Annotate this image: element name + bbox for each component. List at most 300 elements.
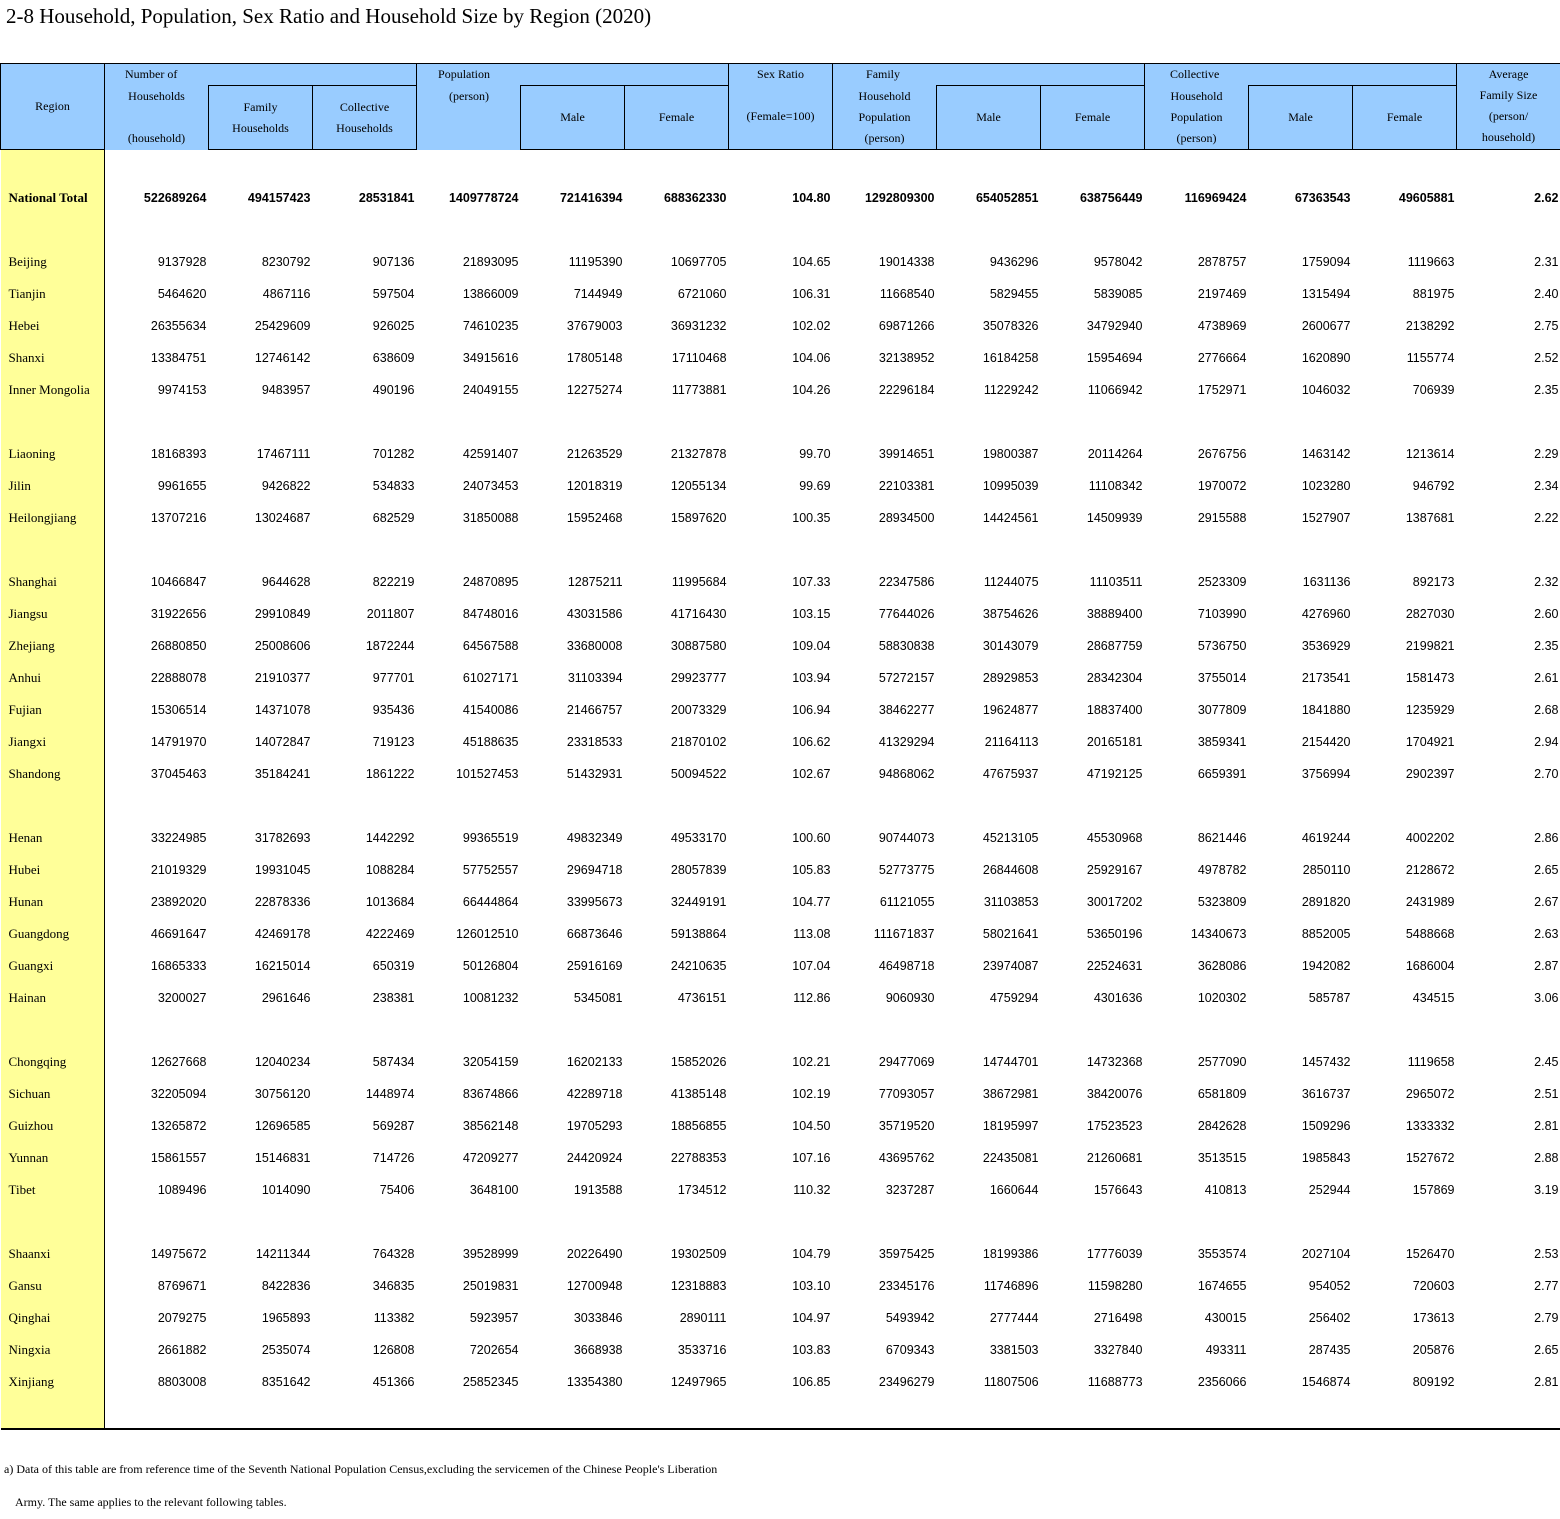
- cell-value: 57752557: [417, 854, 521, 886]
- cell-value: 20114264: [1041, 438, 1145, 470]
- cell-value: 9644628: [209, 566, 313, 598]
- cell-value: 1686004: [1353, 950, 1457, 982]
- cell-value: 41540086: [417, 694, 521, 726]
- cell-value: 99.69: [729, 470, 833, 502]
- table-body: [1, 150, 1560, 1430]
- cell-value: 11773881: [625, 374, 729, 406]
- region-name: Hunan: [1, 886, 105, 918]
- cell-value: 23974087: [937, 950, 1041, 982]
- table-row: [1, 566, 1560, 598]
- table-row: [1, 950, 1560, 982]
- footnote-line: a) Data of this table are from reference time of the Seventh National Population Census,excluding the servicemen of the Chinese People's Liberation: [4, 1453, 717, 1486]
- cell-value: 69871266: [833, 310, 937, 342]
- cell-value: 34792940: [1041, 310, 1145, 342]
- cell-value: 1315494: [1249, 278, 1353, 310]
- cell-value: 1088284: [313, 854, 417, 886]
- cell-value: 104.77: [729, 886, 833, 918]
- spacer-row: [1, 534, 1560, 566]
- table-row: [1, 1110, 1560, 1142]
- cell-value: 31103853: [937, 886, 1041, 918]
- cell-value: 61027171: [417, 662, 521, 694]
- table-row: [1, 1046, 1560, 1078]
- cell-value: 13265872: [105, 1110, 209, 1142]
- cell-value: 16184258: [937, 342, 1041, 374]
- cell-value: 12627668: [105, 1046, 209, 1078]
- table-row: [1, 854, 1560, 886]
- table-row: [1, 502, 1560, 534]
- region-name: Jiangxi: [1, 726, 105, 758]
- cell-value: 13354380: [521, 1366, 625, 1398]
- cell-value: 1752971: [1145, 374, 1249, 406]
- cell-value: 11668540: [833, 278, 937, 310]
- cell-value: 58021641: [937, 918, 1041, 950]
- cell-value: 47192125: [1041, 758, 1145, 790]
- cell-value: 13024687: [209, 502, 313, 534]
- cell-value: 19705293: [521, 1110, 625, 1142]
- cell-value: 58830838: [833, 630, 937, 662]
- cell-value: 102.19: [729, 1078, 833, 1110]
- cell-value: 410813: [1145, 1174, 1249, 1206]
- header-collective-pop: Household Population (person): [1145, 86, 1249, 150]
- cell-value: 42591407: [417, 438, 521, 470]
- table-row: [1, 726, 1560, 758]
- cell-value: 6709343: [833, 1334, 937, 1366]
- cell-value: 21327878: [625, 438, 729, 470]
- cell-value: 35975425: [833, 1238, 937, 1270]
- cell-value: 25008606: [209, 630, 313, 662]
- cell-value: 22296184: [833, 374, 937, 406]
- cell-value: 24210635: [625, 950, 729, 982]
- cell-value: 14975672: [105, 1238, 209, 1270]
- cell-value: 1704921: [1353, 726, 1457, 758]
- table-row: [1, 438, 1560, 470]
- cell-value: 28687759: [1041, 630, 1145, 662]
- cell-value: 47209277: [417, 1142, 521, 1174]
- cell-value: 104.06: [729, 342, 833, 374]
- page-title: 2-8 Household, Population, Sex Ratio and Household Size by Region (2020): [6, 4, 651, 29]
- cell-value: 2.81: [1457, 1366, 1560, 1398]
- cell-value: 32054159: [417, 1046, 521, 1078]
- cell-value: 22878336: [209, 886, 313, 918]
- cell-value: 30756120: [209, 1078, 313, 1110]
- cell-value: 18199386: [937, 1238, 1041, 1270]
- header-collective-pop-female: Female: [1353, 86, 1457, 150]
- cell-value: 31922656: [105, 598, 209, 630]
- cell-value: 3553574: [1145, 1238, 1249, 1270]
- cell-value: 926025: [313, 310, 417, 342]
- cell-value: 104.97: [729, 1302, 833, 1334]
- cell-value: 1841880: [1249, 694, 1353, 726]
- cell-value: 102.02: [729, 310, 833, 342]
- cell-value: 24420924: [521, 1142, 625, 1174]
- region-name: Jiangsu: [1, 598, 105, 630]
- cell-value: 14744701: [937, 1046, 1041, 1078]
- cell-value: 205876: [1353, 1334, 1457, 1366]
- cell-value: 2965072: [1353, 1078, 1457, 1110]
- header-collective-households: Collective Households: [313, 86, 417, 150]
- cell-value: 46498718: [833, 950, 937, 982]
- cell-value: 434515: [1353, 982, 1457, 1014]
- table-row: [1, 886, 1560, 918]
- table-row: [1, 1302, 1560, 1334]
- cell-value: 28057839: [625, 854, 729, 886]
- cell-value: 103.10: [729, 1270, 833, 1302]
- spacer-row: [1, 790, 1560, 822]
- cell-value: 638609: [313, 342, 417, 374]
- cell-value: 105.83: [729, 854, 833, 886]
- cell-value: 77093057: [833, 1078, 937, 1110]
- cell-value: 12746142: [209, 342, 313, 374]
- cell-value: 13707216: [105, 502, 209, 534]
- spacer-row: [1, 406, 1560, 438]
- cell-value: 1463142: [1249, 438, 1353, 470]
- cell-value: 12040234: [209, 1046, 313, 1078]
- cell-value: 2173541: [1249, 662, 1353, 694]
- cell-value: 102.67: [729, 758, 833, 790]
- cell-value: 34915616: [417, 342, 521, 374]
- cell-value: 4867116: [209, 278, 313, 310]
- cell-value: 3755014: [1145, 662, 1249, 694]
- cell-value: 35184241: [209, 758, 313, 790]
- cell-value: 1660644: [937, 1174, 1041, 1206]
- cell-value: 4222469: [313, 918, 417, 950]
- cell-value: 2.52: [1457, 342, 1560, 374]
- cell-value: 3533716: [625, 1334, 729, 1366]
- cell-value: 17776039: [1041, 1238, 1145, 1270]
- table-row: [1, 630, 1560, 662]
- cell-value: 126808: [313, 1334, 417, 1366]
- cell-value: 4736151: [625, 982, 729, 1014]
- region-name: National Total: [1, 182, 105, 214]
- cell-value: 2.22: [1457, 502, 1560, 534]
- cell-value: 12318883: [625, 1270, 729, 1302]
- cell-value: 15861557: [105, 1142, 209, 1174]
- spacer-row: [1, 214, 1560, 246]
- cell-value: 14732368: [1041, 1046, 1145, 1078]
- cell-value: 38754626: [937, 598, 1041, 630]
- cell-value: 1631136: [1249, 566, 1353, 598]
- table-row: [1, 278, 1560, 310]
- cell-value: 2.75: [1457, 310, 1560, 342]
- cell-value: 11746896: [937, 1270, 1041, 1302]
- cell-value: 20073329: [625, 694, 729, 726]
- cell-value: 8351642: [209, 1366, 313, 1398]
- cell-value: 2.81: [1457, 1110, 1560, 1142]
- cell-value: 25019831: [417, 1270, 521, 1302]
- cell-value: 9426822: [209, 470, 313, 502]
- cell-value: 2.45: [1457, 1046, 1560, 1078]
- cell-value: 2577090: [1145, 1046, 1249, 1078]
- cell-value: 19931045: [209, 854, 313, 886]
- cell-value: 7144949: [521, 278, 625, 310]
- cell-value: 3859341: [1145, 726, 1249, 758]
- cell-value: 1527672: [1353, 1142, 1457, 1174]
- region-name: Hebei: [1, 310, 105, 342]
- cell-value: 26880850: [105, 630, 209, 662]
- cell-value: 14211344: [209, 1238, 313, 1270]
- cell-value: 18168393: [105, 438, 209, 470]
- cell-value: 1861222: [313, 758, 417, 790]
- cell-value: 22524631: [1041, 950, 1145, 982]
- cell-value: 1759094: [1249, 246, 1353, 278]
- header-family-pop-male: Male: [937, 86, 1041, 150]
- cell-value: 12055134: [625, 470, 729, 502]
- cell-value: 57272157: [833, 662, 937, 694]
- cell-value: 764328: [313, 1238, 417, 1270]
- cell-value: 29694718: [521, 854, 625, 886]
- cell-value: 1970072: [1145, 470, 1249, 502]
- cell-value: 252944: [1249, 1174, 1353, 1206]
- cell-value: 107.16: [729, 1142, 833, 1174]
- cell-value: 42469178: [209, 918, 313, 950]
- cell-value: 38889400: [1041, 598, 1145, 630]
- cell-value: 38672981: [937, 1078, 1041, 1110]
- region-name: Gansu: [1, 1270, 105, 1302]
- cell-value: 21164113: [937, 726, 1041, 758]
- cell-value: 112.86: [729, 982, 833, 1014]
- cell-value: 2.77: [1457, 1270, 1560, 1302]
- cell-value: 173613: [1353, 1302, 1457, 1334]
- cell-value: 126012510: [417, 918, 521, 950]
- cell-value: 18837400: [1041, 694, 1145, 726]
- cell-value: 103.94: [729, 662, 833, 694]
- cell-value: 83674866: [417, 1078, 521, 1110]
- cell-value: 4738969: [1145, 310, 1249, 342]
- cell-value: 719123: [313, 726, 417, 758]
- cell-value: 2878757: [1145, 246, 1249, 278]
- cell-value: 6659391: [1145, 758, 1249, 790]
- cell-value: 33680008: [521, 630, 625, 662]
- table-row: [1, 758, 1560, 790]
- cell-value: 23892020: [105, 886, 209, 918]
- cell-value: 2.32: [1457, 566, 1560, 598]
- table-row: [1, 598, 1560, 630]
- region-name: Zhejiang: [1, 630, 105, 662]
- cell-value: 5923957: [417, 1302, 521, 1334]
- cell-value: 451366: [313, 1366, 417, 1398]
- cell-value: 19800387: [937, 438, 1041, 470]
- cell-value: 75406: [313, 1174, 417, 1206]
- cell-value: 2197469: [1145, 278, 1249, 310]
- cell-value: 31850088: [417, 502, 521, 534]
- region-name: Jilin: [1, 470, 105, 502]
- cell-value: 14371078: [209, 694, 313, 726]
- spacer-row: [1, 1398, 1560, 1429]
- cell-value: 1292809300: [833, 182, 937, 214]
- cell-value: 2.29: [1457, 438, 1560, 470]
- cell-value: 1442292: [313, 822, 417, 854]
- cell-value: 8803008: [105, 1366, 209, 1398]
- cell-value: 25852345: [417, 1366, 521, 1398]
- cell-value: 64567588: [417, 630, 521, 662]
- cell-value: 116969424: [1145, 182, 1249, 214]
- region-name: Hainan: [1, 982, 105, 1014]
- cell-value: 104.26: [729, 374, 833, 406]
- region-name: Tianjin: [1, 278, 105, 310]
- cell-value: 17467111: [209, 438, 313, 470]
- cell-value: 569287: [313, 1110, 417, 1142]
- cell-value: 14424561: [937, 502, 1041, 534]
- cell-value: 104.79: [729, 1238, 833, 1270]
- cell-value: 21466757: [521, 694, 625, 726]
- cell-value: 16202133: [521, 1046, 625, 1078]
- header-region: Region: [1, 64, 105, 150]
- cell-value: 35719520: [833, 1110, 937, 1142]
- cell-value: 1576643: [1041, 1174, 1145, 1206]
- region-name: Xinjiang: [1, 1366, 105, 1398]
- cell-value: 13866009: [417, 278, 521, 310]
- cell-value: 1409778724: [417, 182, 521, 214]
- footnote: [4, 1453, 717, 1519]
- cell-value: 106.85: [729, 1366, 833, 1398]
- cell-value: 2199821: [1353, 630, 1457, 662]
- cell-value: 8230792: [209, 246, 313, 278]
- cell-value: 45213105: [937, 822, 1041, 854]
- cell-value: 39914651: [833, 438, 937, 470]
- cell-value: 20226490: [521, 1238, 625, 1270]
- cell-value: 10697705: [625, 246, 729, 278]
- cell-value: 11995684: [625, 566, 729, 598]
- table-row: [1, 1174, 1560, 1206]
- cell-value: 24049155: [417, 374, 521, 406]
- cell-value: 14340673: [1145, 918, 1249, 950]
- cell-value: 32138952: [833, 342, 937, 374]
- cell-value: 1333332: [1353, 1110, 1457, 1142]
- table-row: [1, 982, 1560, 1014]
- cell-value: 1509296: [1249, 1110, 1353, 1142]
- cell-value: 5839085: [1041, 278, 1145, 310]
- cell-value: 104.65: [729, 246, 833, 278]
- cell-value: 35078326: [937, 310, 1041, 342]
- header-family-pop: Household Population (person): [833, 86, 937, 150]
- cell-value: 3077809: [1145, 694, 1249, 726]
- cell-value: 3536929: [1249, 630, 1353, 662]
- cell-value: 10995039: [937, 470, 1041, 502]
- cell-value: 714726: [313, 1142, 417, 1174]
- cell-value: 37045463: [105, 758, 209, 790]
- cell-value: 1872244: [313, 630, 417, 662]
- cell-value: 84748016: [417, 598, 521, 630]
- cell-value: 12275274: [521, 374, 625, 406]
- cell-value: 809192: [1353, 1366, 1457, 1398]
- cell-value: 1235929: [1353, 694, 1457, 726]
- cell-value: 21870102: [625, 726, 729, 758]
- cell-value: 2600677: [1249, 310, 1353, 342]
- cell-value: 15146831: [209, 1142, 313, 1174]
- region-name: Fujian: [1, 694, 105, 726]
- cell-value: 5493942: [833, 1302, 937, 1334]
- table-row: [1, 1238, 1560, 1270]
- national-total-row: [1, 182, 1560, 214]
- cell-value: 2535074: [209, 1334, 313, 1366]
- cell-value: 67363543: [1249, 182, 1353, 214]
- cell-value: 1046032: [1249, 374, 1353, 406]
- cell-value: 14509939: [1041, 502, 1145, 534]
- cell-value: 1674655: [1145, 1270, 1249, 1302]
- cell-value: 21263529: [521, 438, 625, 470]
- cell-value: 22435081: [937, 1142, 1041, 1174]
- cell-value: 3381503: [937, 1334, 1041, 1366]
- cell-value: 59138864: [625, 918, 729, 950]
- cell-value: 19624877: [937, 694, 1041, 726]
- cell-value: 66444864: [417, 886, 521, 918]
- region-name: Hubei: [1, 854, 105, 886]
- cell-value: 2.65: [1457, 854, 1560, 886]
- cell-value: 490196: [313, 374, 417, 406]
- cell-value: 4978782: [1145, 854, 1249, 886]
- cell-value: 41329294: [833, 726, 937, 758]
- cell-value: 22788353: [625, 1142, 729, 1174]
- region-name: Qinghai: [1, 1302, 105, 1334]
- cell-value: 49832349: [521, 822, 625, 854]
- cell-value: 4759294: [937, 982, 1041, 1014]
- cell-value: 6721060: [625, 278, 729, 310]
- cell-value: 2.35: [1457, 630, 1560, 662]
- cell-value: 109.04: [729, 630, 833, 662]
- cell-value: 650319: [313, 950, 417, 982]
- cell-value: 682529: [313, 502, 417, 534]
- cell-value: 21260681: [1041, 1142, 1145, 1174]
- cell-value: 110.32: [729, 1174, 833, 1206]
- header-population-male: Male: [521, 86, 625, 150]
- header-family-pop-group: Family: [833, 64, 1145, 86]
- cell-value: 9483957: [209, 374, 313, 406]
- header-population: (person): [417, 86, 521, 150]
- cell-value: 2.60: [1457, 598, 1560, 630]
- cell-value: 41716430: [625, 598, 729, 630]
- cell-value: 15952468: [521, 502, 625, 534]
- cell-value: 1119658: [1353, 1046, 1457, 1078]
- cell-value: 50094522: [625, 758, 729, 790]
- cell-value: 29910849: [209, 598, 313, 630]
- cell-value: 7202654: [417, 1334, 521, 1366]
- cell-value: 2154420: [1249, 726, 1353, 758]
- cell-value: 1457432: [1249, 1046, 1353, 1078]
- cell-value: 24073453: [417, 470, 521, 502]
- cell-value: 15954694: [1041, 342, 1145, 374]
- cell-value: 12497965: [625, 1366, 729, 1398]
- cell-value: 22103381: [833, 470, 937, 502]
- cell-value: 9961655: [105, 470, 209, 502]
- data-table: [0, 63, 1560, 1430]
- header-family-pop-female: Female: [1041, 86, 1145, 150]
- cell-value: 935436: [313, 694, 417, 726]
- table-row: [1, 246, 1560, 278]
- cell-value: 8422836: [209, 1270, 313, 1302]
- cell-value: 2523309: [1145, 566, 1249, 598]
- cell-value: 2842628: [1145, 1110, 1249, 1142]
- cell-value: 101527453: [417, 758, 521, 790]
- cell-value: 3.19: [1457, 1174, 1560, 1206]
- cell-value: 954052: [1249, 1270, 1353, 1302]
- cell-value: 2.86: [1457, 822, 1560, 854]
- cell-value: 2431989: [1353, 886, 1457, 918]
- cell-value: 15852026: [625, 1046, 729, 1078]
- cell-value: 45530968: [1041, 822, 1145, 854]
- cell-value: 2.51: [1457, 1078, 1560, 1110]
- cell-value: 2.65: [1457, 1334, 1560, 1366]
- cell-value: 42289718: [521, 1078, 625, 1110]
- cell-value: 5345081: [521, 982, 625, 1014]
- table-row: [1, 1142, 1560, 1174]
- cell-value: 2.53: [1457, 1238, 1560, 1270]
- cell-value: 50126804: [417, 950, 521, 982]
- region-name: Inner Mongolia: [1, 374, 105, 406]
- table-row: [1, 310, 1560, 342]
- cell-value: 493311: [1145, 1334, 1249, 1366]
- cell-value: 688362330: [625, 182, 729, 214]
- cell-value: 11066942: [1041, 374, 1145, 406]
